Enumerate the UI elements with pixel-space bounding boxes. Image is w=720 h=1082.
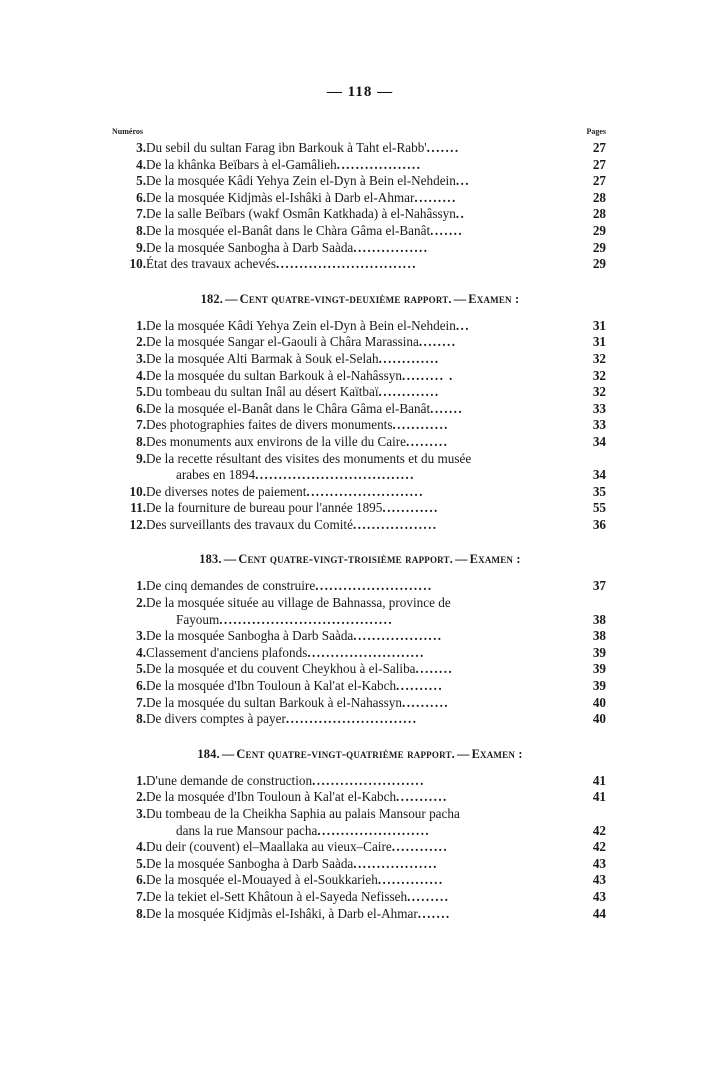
entry-page: 33 [592,417,606,433]
entry-page: 31 [592,334,606,350]
section-number: 182. [200,291,224,306]
section-title: Cent quatre-vingt-troisième rapport. [238,552,454,567]
entry-page: 38 [592,628,606,644]
entry-title: De la mosquée située au village de Bahnassa, province de [146,595,451,611]
entry-text [146,645,576,662]
entry-title: De la tekiet el-Sett Khâtoun à el-Sayeda Nefisseh [146,888,408,904]
entry-number: 2. [136,595,146,611]
section-suffix: Examen : [469,552,521,567]
entry-text-continuation [146,612,576,629]
entry-text [146,906,576,923]
entry-page: 34 [592,467,606,483]
entry-text [146,351,576,368]
table-row [114,401,606,418]
table-row [114,318,606,335]
leader-dots: ....... [430,222,464,238]
leader-dots: ....... [430,400,464,416]
entry-number: 5. [136,855,146,871]
entry-title: De la mosquée d'Ibn Touloun à Kal'at el-Kabch [146,678,397,694]
leader-dots: ..................................... [219,611,394,627]
entry-number: 4. [136,367,146,383]
leader-dots: ............................ [285,711,418,727]
entry-title: De la mosquée du sultan Barkouk à el-Nahâssyn [146,367,402,383]
table-row [114,434,606,451]
toc-table [114,318,606,534]
leader-dots: .......... [396,678,444,694]
table-row [114,806,606,823]
entry-page: 37 [592,578,606,594]
entry-page: 43 [592,855,606,871]
table-row [114,240,606,257]
entry-title-continued [146,823,576,840]
entry-text-continuation [146,823,576,840]
entry-text [146,856,576,873]
table-row [114,500,606,517]
leader-dots: ................... [353,628,443,644]
entry-number: 1. [136,317,146,333]
leader-dots: ......... [407,888,450,904]
section-dash: — [221,746,235,761]
table-row [114,789,606,806]
entry-page: 32 [592,367,606,383]
leader-dots: ......... [406,433,449,449]
entry-text [146,839,576,856]
section-number: 184. [197,746,220,761]
entry-page: 43 [592,888,606,904]
entry-title: De la mosquée Sanbogha à Darb Saàda [146,855,354,871]
table-row [114,351,606,368]
table-row [114,678,606,695]
entry-number: 5. [136,173,146,189]
leader-dots: ................ [353,239,429,255]
entry-page: 39 [592,661,606,677]
table-row [114,773,606,790]
entry-page: 28 [592,206,606,222]
leader-dots: ........ [418,334,457,350]
entry-page: 41 [592,772,606,788]
table-row-continuation [114,823,606,840]
entry-title: De la mosquée Sanbogha à Darb Saàda [146,628,354,644]
leader-dots: ....... [417,905,451,921]
entry-page: 42 [592,822,606,838]
entry-page: 31 [592,317,606,333]
entry-page: 42 [592,839,606,855]
table-row [114,173,606,190]
entry-page: 36 [592,516,606,532]
toc-table [114,140,606,273]
entry-number: 1. [136,772,146,788]
entry-title: Du deir (couvent) el–Maallaka au vieux–Caire [146,839,392,855]
leader-dots: ............. [378,384,440,400]
entry-title: De la mosquée Kâdi Yehya Zein el-Dyn à Bein el-Nehdein [146,317,456,333]
entry-title: Classement d'anciens plafonds [146,644,308,660]
table-row [114,517,606,534]
entry-text [146,695,576,712]
table-row-continuation [114,612,606,629]
table-row [114,140,606,157]
leader-dots: ............ [382,500,439,516]
entry-number-blank [114,823,146,840]
entry-number: 5. [136,661,146,677]
entry-text [146,500,576,517]
section-heading-183 [114,552,606,567]
entry-page: 29 [592,222,606,238]
entry-title: De la mosquée du sultan Barkouk à el-Nahassyn [146,694,402,710]
entry-number: 6. [136,678,146,694]
leader-dots: .. [455,206,466,222]
leader-dots: ........................ [312,772,425,788]
table-row [114,256,606,273]
entry-title: De la khânka Beïbars à el-Gamâlieh [146,156,337,172]
entry-text-continuation [146,467,576,484]
entry-number: 9. [136,239,146,255]
entry-title: Des photographies faites de divers monuments [146,417,393,433]
leader-dots: ............ [391,839,449,855]
leader-dots: ... [455,173,470,189]
entry-number: 2. [136,334,146,350]
entry-text [146,334,576,351]
table-row [114,334,606,351]
table-row [114,157,606,174]
entry-text [146,628,576,645]
entry-page: 44 [592,905,606,921]
toc-content [114,127,606,922]
entry-text [146,889,576,906]
entry-title: Des monuments aux environs de la ville du Caire [146,433,407,449]
table-row [114,223,606,240]
entry-title: De la mosquée Kidjmàs el-Ishâki, à Darb el-Ahmar [146,905,418,921]
entry-title: Du tombeau de la Cheikha Saphia au palais Mansour pacha [146,806,460,821]
entry-title: De diverses notes de paiement [146,483,307,499]
table-row-continuation [114,467,606,484]
entry-number: 7. [136,694,146,710]
entry-page: 39 [592,644,606,660]
entry-text [146,517,576,534]
column-header-pages: Pages [586,127,606,136]
entry-title-continued [146,467,576,484]
entry-title: De la salle Beïbars (wakf Osmân Katkhada) à el-Nahâssyn [146,206,456,222]
entry-text [146,806,576,823]
entry-text [146,711,576,728]
entry-page: 40 [592,694,606,710]
table-row [114,889,606,906]
entry-number: 3. [136,806,146,821]
entry-number: 4. [136,839,146,855]
table-row [114,451,606,468]
entry-number: 7. [136,206,146,222]
section-suffix: Examen : [468,291,520,306]
entry-page: 39 [592,678,606,694]
entry-text [146,140,576,157]
table-row [114,906,606,923]
leader-dots: ............ [392,417,449,433]
table-row [114,872,606,889]
entry-page: 27 [592,140,606,155]
entry-number: 2. [136,789,146,805]
entry-title: De la mosquée Kidjmàs el-Ishâki à Darb el-Ahmar [146,189,415,205]
entry-page: 32 [592,350,606,366]
entry-text [146,661,576,678]
entry-number: 8. [136,222,146,238]
entry-page: 29 [592,239,606,255]
leader-dots: .................. [336,156,422,172]
entry-number: 10. [129,256,146,272]
entry-text [146,206,576,223]
entry-title: De la mosquée Sanbogha à Darb Saàda [146,239,354,255]
table-row [114,417,606,434]
section-dash-2: — [456,746,470,761]
entry-page: 28 [592,189,606,205]
entry-title-cont-text: Fayoum [176,611,220,627]
entry-page: 27 [592,173,606,189]
entry-title: De cinq demandes de construire [146,578,316,594]
leader-dots: ... [455,317,470,333]
entry-title: De la mosquée d'Ibn Touloun à Kal'at el-Kabch [146,789,397,805]
entry-title: De la mosquée et du couvent Cheykhou à el-Saliba [146,661,416,677]
entry-title: De divers comptes à payer [146,711,286,727]
entry-page [576,451,606,468]
entry-number: 6. [136,400,146,416]
leader-dots: .................................. [255,467,415,483]
entry-page: 29 [592,256,606,272]
entry-text [146,773,576,790]
entry-number: 8. [136,905,146,921]
entry-title: D'une demande de construction [146,772,313,788]
entry-page [576,806,606,823]
entry-page: 41 [592,789,606,805]
entry-number: 11. [130,500,146,516]
entry-text [146,789,576,806]
toc-table [114,773,606,922]
table-row [114,484,606,501]
leader-dots: .................. [353,855,438,871]
section-heading-182 [114,292,606,307]
entry-page: 35 [592,483,606,499]
entry-text [146,384,576,401]
entry-title: État des travaux achevés [146,256,276,272]
entry-number: 6. [136,189,146,205]
entry-text [146,578,576,595]
entry-title: De la recette résultant des visites des monuments et du musée [146,450,472,466]
entry-number: 3. [136,350,146,366]
table-row [114,384,606,401]
page-number: — 118 — [326,84,394,100]
entry-text [146,595,576,612]
leader-dots: ........... [396,789,448,805]
table-row [114,695,606,712]
entry-number: 12. [129,516,146,532]
entry-title: Des surveillants des travaux du Comité [146,516,353,532]
leader-dots: ......................... [306,483,424,499]
entry-number: 4. [136,156,146,172]
entry-title: De la mosquée Sangar el-Gaouli à Châra Marassina [146,334,419,350]
entry-title: De la mosquée el-Mouayed à el-Soukkarieh [146,872,378,888]
leader-dots: ......... . [402,367,454,383]
table-row [114,628,606,645]
entry-page: 43 [592,872,606,888]
entry-page: 27 [592,156,606,172]
entry-number: 4. [136,644,146,660]
leader-dots: ......................... [315,578,433,594]
entry-text [146,401,576,418]
entry-text [146,256,576,273]
leader-dots: ....... [426,140,460,155]
entry-number: 8. [136,711,146,727]
entry-number: 7. [136,417,146,433]
entry-text [146,484,576,501]
column-header-numbers: Numéros [112,127,143,136]
entry-title-continued [146,612,576,629]
entry-title: De la mosquée el-Banât dans le Châra Gâma el-Banât [146,400,431,416]
entry-text [146,434,576,451]
entry-text [146,190,576,207]
leader-dots: .............................. [275,256,417,272]
column-headers [114,127,606,136]
section-suffix: Examen : [471,746,523,761]
entry-number-blank [114,467,146,484]
entry-text [146,678,576,695]
entry-title: Du tombeau du sultan Inâl au désert Kaïtbaï [146,384,379,400]
section-heading-184 [114,747,606,762]
leader-dots: .......... [402,694,449,710]
entry-page: 55 [592,500,606,516]
entry-text [146,223,576,240]
entry-page: 33 [592,400,606,416]
entry-page: 34 [592,433,606,449]
entry-text [146,157,576,174]
table-row [114,206,606,223]
table-row [114,856,606,873]
leader-dots: .................. [352,516,438,532]
entry-title: De la mosquée Kâdi Yehya Zein el-Dyn à Bein el-Nehdein [146,173,456,189]
entry-text [146,368,576,385]
section-dash-2: — [455,552,468,567]
section-number: 183. [199,552,222,567]
section-title: Cent quatre-vingt-quatrième rapport. [236,746,455,761]
entry-title-cont-text: dans la rue Mansour pacha [176,822,318,838]
leader-dots: .............. [377,872,444,888]
entry-text [146,872,576,889]
entry-number: 9. [136,450,146,466]
leader-dots: ........................ [317,822,431,838]
entry-page: 32 [592,384,606,400]
entry-text [146,240,576,257]
table-row [114,711,606,728]
section-dash: — [225,291,238,306]
section-dash-2: — [453,291,467,306]
entry-text [146,417,576,434]
entry-title: Du sebil du sultan Farag ibn Barkouk à Taht el-Rabb' [146,140,427,155]
table-row [114,645,606,662]
entry-number: 10. [129,483,146,499]
entry-title: De la mosquée Alti Barmak à Souk el-Selah [146,350,379,366]
table-row [114,578,606,595]
leader-dots: ............. [378,350,440,366]
entry-number: 5. [136,384,146,400]
entry-number: 3. [136,628,146,644]
leader-dots: ........ [415,661,454,677]
entry-page [576,595,606,612]
entry-number: 7. [136,888,146,904]
toc-table [114,578,606,727]
entry-number: 8. [136,433,146,449]
entry-number: 3. [136,140,146,155]
entry-text [146,451,576,468]
entry-number: 6. [136,872,146,888]
entry-number-blank [114,612,146,629]
table-row [114,190,606,207]
entry-title-cont-text: arabes en 1894 [176,467,256,483]
entry-number: 1. [136,578,146,594]
entry-page: 38 [592,611,606,627]
entry-title: De la fourniture de bureau pour l'année 1895 [146,500,383,516]
entry-page: 40 [592,711,606,727]
section-title: Cent quatre-vingt-deuxième rapport. [239,291,452,306]
section-dash: — [223,552,237,567]
table-row [114,595,606,612]
table-row [114,661,606,678]
entry-title: De la mosquée el-Banât dans le Chàra Gâma el-Banât [146,222,431,238]
entry-text [146,173,576,190]
leader-dots: ......................... [307,644,425,660]
entry-text [146,318,576,335]
leader-dots: ......... [414,189,457,205]
table-row [114,368,606,385]
table-row [114,839,606,856]
